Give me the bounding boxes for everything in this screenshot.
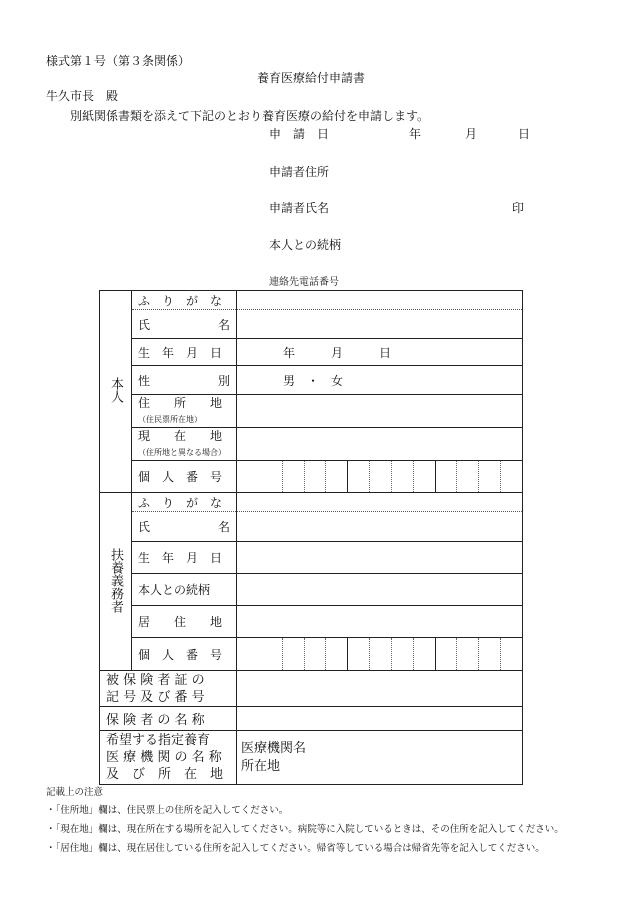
relation2-field[interactable] <box>237 574 523 606</box>
furigana2-field[interactable] <box>237 493 523 512</box>
hospital-name-label: 医療機関名 <box>241 740 307 756</box>
applicant-address-label: 申請者住所 <box>269 165 330 179</box>
birth2-label: 生 年 月 日 <box>132 542 237 574</box>
hospital-field[interactable] <box>237 731 523 785</box>
notes-heading: 記載上の注意 <box>46 787 104 798</box>
mynumber2-label: 個 人 番 号 <box>132 638 237 671</box>
hospital-label: 希望する指定養育 医 療 機 関 の 名 称 及 び 所 在 地 <box>100 731 237 785</box>
mynumber2-field[interactable] <box>237 638 523 671</box>
insurer-name-field[interactable] <box>237 707 523 731</box>
sex-label: 性 別 <box>132 366 237 395</box>
birth-field[interactable]: 年 月 日 <box>237 339 523 366</box>
name-field[interactable] <box>237 310 523 339</box>
intro-text: 別紙関係書類を添えて下記のとおり養育医療の給付を申請します。 <box>70 109 430 123</box>
phone-label: 連絡先電話番号 <box>269 277 339 288</box>
current-location-field[interactable] <box>237 428 523 461</box>
seal-mark: 印 <box>512 201 525 215</box>
furigana-field[interactable] <box>237 291 523 310</box>
mynumber-field[interactable] <box>237 461 523 493</box>
application-date-label: 申 請 日 <box>269 127 330 141</box>
person-group <box>100 291 132 493</box>
birth2-field[interactable] <box>237 542 523 574</box>
name2-field[interactable] <box>237 512 523 542</box>
note-3: ・「居住地」欄は、現在居住している住所を記入してください。帰省等している場合は帰省先等を記入してください。 <box>46 843 545 854</box>
note-2: ・「現在地」欄は、現在所在する場所を記入してください。病院等に入院しているときは、その住所を記入してください。 <box>46 824 564 835</box>
current-location-label: 現 在 地 （住所地と異なる場合） <box>132 428 237 461</box>
furigana2-label: ふ り が な <box>132 493 237 512</box>
sex-field[interactable]: 男 ・ 女 <box>237 366 523 395</box>
form-number: 様式第１号（第３条関係） <box>46 54 191 68</box>
relation-label: 本人との続柄 <box>269 238 342 252</box>
mynumber-label: 個 人 番 号 <box>132 461 237 493</box>
name-label: 氏 名 <box>132 310 237 339</box>
residence-label: 居 住 地 <box>132 606 237 638</box>
month-label: 月 <box>465 127 478 141</box>
year-label: 年 <box>409 127 422 141</box>
insurance-card-label: 被 保 険 者 証 の 記 号 及 び 番 号 <box>100 671 237 707</box>
insurer-name-label: 保 険 者 の 名 称 <box>100 707 237 731</box>
application-table <box>99 290 523 785</box>
form-title: 養育医療給付申請書 <box>257 71 366 85</box>
furigana-label: ふ り が な <box>132 291 237 310</box>
addressee: 牛久市長 殿 <box>46 89 119 103</box>
residence-field[interactable] <box>237 606 523 638</box>
supporter-group-label: 扶養義務者 <box>108 547 123 613</box>
day-label: 日 <box>518 127 531 141</box>
applicant-name-label: 申請者氏名 <box>269 201 330 215</box>
address-field[interactable] <box>237 395 523 428</box>
hospital-address-label: 所在地 <box>241 758 281 774</box>
person-group-label: 本人 <box>108 377 123 403</box>
insurance-card-field[interactable] <box>237 671 523 707</box>
note-1: ・「住所地」欄は、住民票上の住所を記入してください。 <box>46 805 289 816</box>
address-label: 住 所 地 （住民票所在地） <box>132 395 237 428</box>
birth-label: 生 年 月 日 <box>132 339 237 366</box>
relation2-label: 本人との続柄 <box>132 574 237 606</box>
supporter-group <box>100 493 132 671</box>
name2-label: 氏 名 <box>132 512 237 542</box>
